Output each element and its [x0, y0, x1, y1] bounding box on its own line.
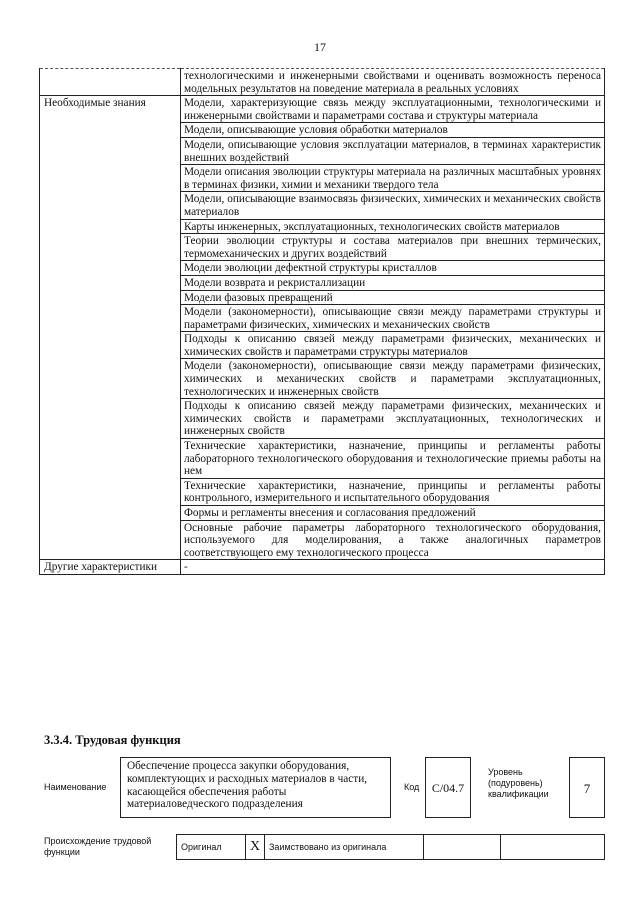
name-label: Наименование	[44, 782, 107, 792]
knowledge-item: Модели описания эволюции структуры материала на различных масштабных уровнях в терминах физики, химии и механики твердого тела	[181, 165, 605, 192]
other-row	[40, 560, 605, 575]
knowledge-item: Основные рабочие параметры лабораторного технологического оборудования, используемого для моделирования, а также аналогичных параметров соответствующего ему технологического процесса	[181, 520, 605, 560]
knowledge-item: Модели фазовых превращений	[181, 290, 605, 305]
continuation-text: технологическими и инженерными свойствами и оценивать возможность переноса модельных результатов на поведение материала в реальных условиях	[181, 69, 605, 96]
knowledge-item: Технические характеристики, назначение, принципы и регламенты работы контрольного, измерительного и испытательного оборудования	[181, 478, 605, 505]
function-code-box: C/04.7	[425, 757, 471, 818]
origin-original: Оригинал	[177, 835, 246, 860]
origin-mark: X	[246, 835, 265, 860]
knowledge-row	[40, 96, 605, 123]
knowledge-item: Карты инженерных, эксплуатационных, технологических свойств материалов	[181, 219, 605, 234]
knowledge-item: Модели, описывающие условия эксплуатации материалов, в терминах характеристик внешних воздействий	[181, 137, 605, 164]
other-label: Другие характеристики	[40, 560, 181, 575]
continuation-row	[40, 69, 605, 96]
origin-table	[176, 834, 605, 860]
knowledge-item: Подходы к описанию связей между параметрами физических, механических и химических свойств и параметрами эксплуатационных, технологических и инженерных свойств	[181, 399, 605, 439]
knowledge-item: Модели возврата и рекристаллизации	[181, 275, 605, 290]
knowledge-item: Модели эволюции дефектной структуры кристаллов	[181, 261, 605, 276]
code-label: Код	[404, 782, 420, 792]
page-number: 17	[314, 40, 326, 54]
knowledge-label: Необходимые знания	[40, 96, 181, 560]
function-name-box: Обеспечение процесса закупки оборудования, комплектующих и расходных материалов в части, касающейся обеспечения работы материаловедческого подразделения	[120, 757, 391, 818]
knowledge-item: Модели, описывающие взаимосвязь физических, химических и механических свойств материалов	[181, 192, 605, 219]
other-value: -	[181, 560, 605, 575]
knowledge-item: Теории эволюции структуры и состава материалов при внешних термических, термомеханических и других воздействий	[181, 234, 605, 261]
origin-code-cell	[424, 835, 501, 860]
knowledge-item: Модели, характеризующие связь между эксплуатационными, технологическими и инженерными свойствами и параметрами состава и структуры материала	[181, 96, 605, 123]
knowledge-item: Модели (закономерности), описывающие связи между параметрами физических, химических и механических свойств и параметрами эксплуатационных, технологических и инженерных свойств	[181, 359, 605, 399]
section-heading: 3.3.4. Трудовая функция	[44, 733, 181, 747]
knowledge-item: Технические характеристики, назначение, принципы и регламенты работы лабораторного технологического оборудования и технологические приемы работы на нем	[181, 439, 605, 479]
knowledge-item: Формы и регламенты внесения и согласования предложений	[181, 506, 605, 521]
knowledge-item: Модели, описывающие условия обработки материалов	[181, 123, 605, 138]
level-label: Уровень (подуровень) квалификации	[488, 767, 549, 799]
origin-label: Происхождение трудовой функции	[44, 836, 152, 857]
knowledge-item: Подходы к описанию связей между параметрами физических, механических и химических свойств и параметрами структуры материалов	[181, 332, 605, 359]
qualification-level-box: 7	[569, 757, 605, 818]
knowledge-item: Модели (закономерности), описывающие связи между параметрами структуры и параметрами физических, химических и механических свойств	[181, 305, 605, 332]
origin-borrowed: Заимствовано из оригинала	[265, 835, 424, 860]
knowledge-table	[39, 68, 605, 575]
origin-regnum-cell	[501, 835, 605, 860]
empty-label-cell	[40, 69, 181, 96]
